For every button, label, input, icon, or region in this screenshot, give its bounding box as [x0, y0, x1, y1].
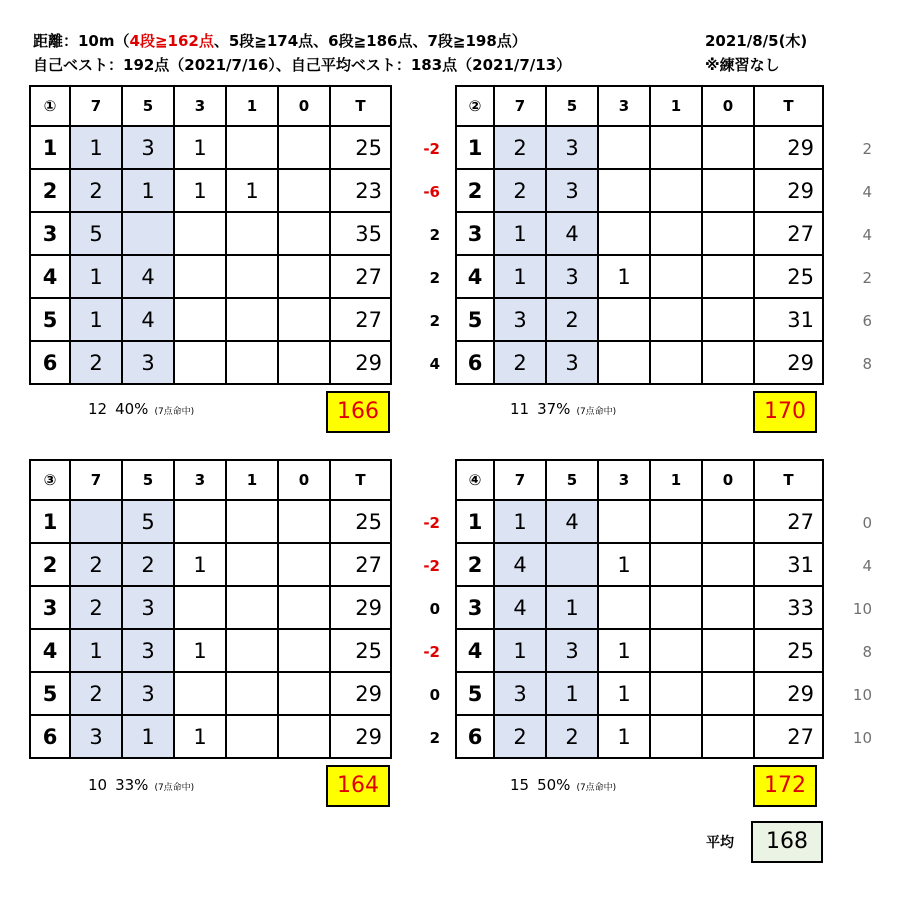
- round-label: ④: [456, 460, 494, 500]
- round-diff: 2: [429, 269, 440, 287]
- end-total: 29: [754, 126, 823, 169]
- cumulative-diff: 2: [862, 269, 872, 287]
- count-1: [650, 212, 702, 255]
- end-total: 29: [754, 341, 823, 384]
- round-label: ③: [30, 460, 70, 500]
- distance-info: [33, 30, 527, 51]
- end-number: 1: [456, 126, 494, 169]
- count-0: [702, 212, 754, 255]
- count-1: [226, 341, 278, 384]
- header-row: [30, 86, 391, 126]
- round-2-total: 170: [753, 391, 817, 433]
- count-5: 3: [122, 672, 174, 715]
- end-number: 2: [456, 169, 494, 212]
- session-date: 2021/8/5(木): [705, 32, 808, 50]
- count-7: 1: [494, 212, 546, 255]
- count-1: [650, 672, 702, 715]
- table-row: [30, 500, 391, 543]
- table-row: [456, 672, 823, 715]
- end-number: 2: [30, 543, 70, 586]
- col-header-7: 7: [494, 460, 546, 500]
- count-7: 1: [494, 629, 546, 672]
- end-number: 5: [456, 298, 494, 341]
- count-1: [226, 543, 278, 586]
- col-header-5: 5: [546, 460, 598, 500]
- end-total: 25: [330, 126, 391, 169]
- count-5: [122, 212, 174, 255]
- count-1: 1: [226, 169, 278, 212]
- count-0: [702, 298, 754, 341]
- col-header-3: 3: [174, 460, 226, 500]
- count-0: [702, 715, 754, 758]
- count-3: 1: [598, 543, 650, 586]
- count-3: [174, 212, 226, 255]
- round-label: ②: [456, 86, 494, 126]
- count-1: [226, 500, 278, 543]
- count-7: 3: [70, 715, 122, 758]
- col-header-3: 3: [598, 86, 650, 126]
- round-diff: 2: [429, 729, 440, 747]
- count-5: 1: [122, 169, 174, 212]
- count-3: 1: [174, 169, 226, 212]
- count-5: 3: [122, 586, 174, 629]
- count-3: [174, 298, 226, 341]
- col-header-7: 7: [494, 86, 546, 126]
- count-7: 2: [70, 672, 122, 715]
- table-row: [30, 126, 391, 169]
- header-row: [456, 460, 823, 500]
- count-5: 1: [546, 672, 598, 715]
- count-3: [598, 586, 650, 629]
- count-0: [702, 169, 754, 212]
- count-3: [174, 341, 226, 384]
- cumulative-diff: 4: [862, 226, 872, 244]
- end-total: 29: [330, 341, 391, 384]
- seven-hit-count: 15: [510, 776, 530, 794]
- end-number: 3: [30, 212, 70, 255]
- col-header-7: 7: [70, 460, 122, 500]
- table-row: [456, 543, 823, 586]
- count-0: [702, 586, 754, 629]
- count-0: [278, 212, 330, 255]
- count-1: [226, 126, 278, 169]
- end-number: 4: [30, 255, 70, 298]
- count-5: 3: [546, 169, 598, 212]
- round-diff: 0: [429, 686, 440, 704]
- count-3: 1: [598, 672, 650, 715]
- count-7: 4: [494, 586, 546, 629]
- scorecard-round-3: [29, 459, 392, 759]
- count-3: 1: [598, 629, 650, 672]
- end-number: 4: [30, 629, 70, 672]
- count-3: [598, 126, 650, 169]
- count-5: 3: [122, 629, 174, 672]
- count-7: [70, 500, 122, 543]
- col-header-total: T: [754, 460, 823, 500]
- seven-hit-count: 10: [88, 776, 108, 794]
- count-5: [546, 543, 598, 586]
- table-row: [30, 255, 391, 298]
- count-5: 1: [122, 715, 174, 758]
- end-number: 2: [456, 543, 494, 586]
- count-1: [226, 298, 278, 341]
- round-4-total: 172: [753, 765, 817, 807]
- count-3: [174, 672, 226, 715]
- count-5: 3: [546, 255, 598, 298]
- count-1: [650, 126, 702, 169]
- count-7: 1: [494, 255, 546, 298]
- count-7: 2: [494, 169, 546, 212]
- count-5: 4: [546, 212, 598, 255]
- col-header-0: 0: [702, 460, 754, 500]
- count-0: [702, 543, 754, 586]
- end-total: 33: [754, 586, 823, 629]
- count-3: 1: [174, 715, 226, 758]
- round-2-summary: [510, 399, 616, 418]
- count-7: 1: [70, 298, 122, 341]
- count-5: 2: [546, 298, 598, 341]
- count-0: [702, 126, 754, 169]
- round-diff: 2: [429, 226, 440, 244]
- count-5: 4: [122, 255, 174, 298]
- table-row: [30, 629, 391, 672]
- count-3: 1: [598, 715, 650, 758]
- table-row: [30, 672, 391, 715]
- count-0: [702, 500, 754, 543]
- round-diff: -2: [423, 643, 440, 661]
- header-row: [30, 460, 391, 500]
- cumulative-diff: 4: [862, 183, 872, 201]
- end-number: 6: [30, 715, 70, 758]
- end-total: 27: [330, 298, 391, 341]
- count-7: 2: [494, 715, 546, 758]
- count-0: [278, 341, 330, 384]
- count-3: 1: [598, 255, 650, 298]
- count-0: [278, 672, 330, 715]
- end-number: 1: [30, 126, 70, 169]
- count-1: [650, 543, 702, 586]
- count-0: [278, 169, 330, 212]
- count-0: [702, 341, 754, 384]
- round-1-summary: [88, 399, 194, 418]
- col-header-total: T: [330, 86, 391, 126]
- col-header-1: 1: [226, 460, 278, 500]
- end-number: 4: [456, 255, 494, 298]
- header-row: [456, 86, 823, 126]
- end-number: 5: [456, 672, 494, 715]
- end-number: 3: [30, 586, 70, 629]
- end-number: 1: [30, 500, 70, 543]
- count-5: 3: [546, 126, 598, 169]
- col-header-0: 0: [278, 86, 330, 126]
- count-7: 2: [494, 126, 546, 169]
- round-diff: -2: [423, 140, 440, 158]
- count-1: [226, 672, 278, 715]
- count-5: 3: [546, 629, 598, 672]
- count-1: [226, 212, 278, 255]
- count-7: 2: [70, 341, 122, 384]
- cumulative-diff: 4: [862, 557, 872, 575]
- count-3: 1: [174, 126, 226, 169]
- col-header-5: 5: [122, 86, 174, 126]
- end-total: 29: [330, 586, 391, 629]
- col-header-3: 3: [598, 460, 650, 500]
- count-3: [598, 169, 650, 212]
- end-total: 29: [330, 672, 391, 715]
- count-5: 3: [546, 341, 598, 384]
- end-number: 3: [456, 212, 494, 255]
- count-0: [278, 255, 330, 298]
- count-5: 4: [546, 500, 598, 543]
- count-5: 3: [122, 341, 174, 384]
- count-5: 3: [122, 126, 174, 169]
- cumulative-diff: 6: [862, 312, 872, 330]
- scorecard-round-1: [29, 85, 392, 385]
- count-1: [226, 586, 278, 629]
- seven-hit-rate: 50%: [537, 776, 571, 794]
- scorecard-round-4: [455, 459, 824, 759]
- end-number: 6: [30, 341, 70, 384]
- count-0: [702, 672, 754, 715]
- count-7: 2: [70, 586, 122, 629]
- col-header-5: 5: [546, 86, 598, 126]
- count-1: [650, 169, 702, 212]
- end-total: 25: [754, 255, 823, 298]
- count-1: [650, 255, 702, 298]
- seven-hit-note: (7点命中): [154, 407, 195, 417]
- end-total: 25: [330, 500, 391, 543]
- count-5: 5: [122, 500, 174, 543]
- count-1: [650, 500, 702, 543]
- cumulative-diff: 10: [852, 729, 872, 747]
- table-row: [456, 629, 823, 672]
- count-0: [278, 298, 330, 341]
- table-row: [456, 212, 823, 255]
- end-total: 27: [330, 543, 391, 586]
- cumulative-diff: 2: [862, 140, 872, 158]
- cumulative-diff: 8: [862, 355, 872, 373]
- count-5: 4: [122, 298, 174, 341]
- table-row: [456, 126, 823, 169]
- table-row: [456, 341, 823, 384]
- col-header-5: 5: [122, 460, 174, 500]
- cumulative-diff: 10: [852, 686, 872, 704]
- practice-note: ※練習なし: [705, 56, 780, 74]
- rank-other-thresholds: 、5段≧174点、6段≧186点、7段≧198点）: [213, 32, 527, 50]
- round-3-summary: [88, 775, 194, 794]
- count-3: [174, 255, 226, 298]
- end-total: 27: [330, 255, 391, 298]
- end-number: 4: [456, 629, 494, 672]
- count-1: [226, 629, 278, 672]
- count-3: [174, 500, 226, 543]
- count-3: [598, 500, 650, 543]
- distance-prefix: 距離：10m（: [33, 32, 130, 50]
- count-0: [278, 586, 330, 629]
- count-0: [278, 715, 330, 758]
- col-header-total: T: [754, 86, 823, 126]
- end-total: 23: [330, 169, 391, 212]
- count-3: [174, 586, 226, 629]
- count-5: 2: [122, 543, 174, 586]
- col-header-7: 7: [70, 86, 122, 126]
- table-row: [456, 169, 823, 212]
- table-row: [456, 255, 823, 298]
- seven-hit-rate: 40%: [115, 400, 149, 418]
- seven-hit-rate: 33%: [115, 776, 149, 794]
- col-header-1: 1: [650, 86, 702, 126]
- cumulative-diff: 8: [862, 643, 872, 661]
- count-0: [702, 255, 754, 298]
- table-row: [30, 341, 391, 384]
- count-1: [650, 629, 702, 672]
- count-1: [650, 586, 702, 629]
- round-4-summary: [510, 775, 616, 794]
- end-total: 27: [754, 500, 823, 543]
- count-7: 1: [70, 126, 122, 169]
- count-7: 2: [70, 169, 122, 212]
- end-number: 2: [30, 169, 70, 212]
- round-1-total: 166: [326, 391, 390, 433]
- col-header-total: T: [330, 460, 391, 500]
- count-7: 3: [494, 298, 546, 341]
- table-row: [456, 500, 823, 543]
- col-header-1: 1: [650, 460, 702, 500]
- count-7: 5: [70, 212, 122, 255]
- table-row: [30, 298, 391, 341]
- table-row: [30, 169, 391, 212]
- end-total: 29: [754, 169, 823, 212]
- end-number: 3: [456, 586, 494, 629]
- end-total: 25: [754, 629, 823, 672]
- count-1: [226, 255, 278, 298]
- end-total: 27: [754, 212, 823, 255]
- count-0: [278, 543, 330, 586]
- count-3: 1: [174, 629, 226, 672]
- end-total: 25: [330, 629, 391, 672]
- table-row: [30, 212, 391, 255]
- table-row: [456, 298, 823, 341]
- round-diff: 2: [429, 312, 440, 330]
- average-score: 168: [751, 821, 823, 863]
- end-total: 31: [754, 543, 823, 586]
- count-3: [598, 298, 650, 341]
- personal-best-info: 自己ベスト：192点（2021/7/16）、自己平均ベスト：183点（2021/7/13）: [33, 56, 572, 74]
- count-7: 3: [494, 672, 546, 715]
- round-diff: -2: [423, 514, 440, 532]
- count-1: [650, 341, 702, 384]
- table-row: [456, 586, 823, 629]
- col-header-1: 1: [226, 86, 278, 126]
- seven-hit-note: (7点命中): [576, 407, 617, 417]
- col-header-0: 0: [702, 86, 754, 126]
- end-number: 6: [456, 341, 494, 384]
- count-0: [278, 500, 330, 543]
- seven-hit-note: (7点命中): [576, 783, 617, 793]
- cumulative-diff: 10: [852, 600, 872, 618]
- end-number: 6: [456, 715, 494, 758]
- end-total: 29: [330, 715, 391, 758]
- end-number: 5: [30, 672, 70, 715]
- count-1: [650, 715, 702, 758]
- round-diff: -2: [423, 557, 440, 575]
- count-7: 4: [494, 543, 546, 586]
- end-total: 29: [754, 672, 823, 715]
- seven-hit-rate: 37%: [537, 400, 571, 418]
- end-total: 31: [754, 298, 823, 341]
- scorecard-round-2: [455, 85, 824, 385]
- table-row: [456, 715, 823, 758]
- count-1: [650, 298, 702, 341]
- round-3-total: 164: [326, 765, 390, 807]
- seven-hit-note: (7点命中): [154, 783, 195, 793]
- table-row: [30, 543, 391, 586]
- count-7: 1: [70, 255, 122, 298]
- count-5: 2: [546, 715, 598, 758]
- end-number: 1: [456, 500, 494, 543]
- end-total: 27: [754, 715, 823, 758]
- count-7: 1: [70, 629, 122, 672]
- count-7: 1: [494, 500, 546, 543]
- count-0: [278, 629, 330, 672]
- seven-hit-count: 11: [510, 400, 530, 418]
- count-3: [598, 341, 650, 384]
- col-header-0: 0: [278, 460, 330, 500]
- round-diff: 0: [429, 600, 440, 618]
- end-total: 35: [330, 212, 391, 255]
- end-number: 5: [30, 298, 70, 341]
- cumulative-diff: 0: [862, 514, 872, 532]
- count-0: [702, 629, 754, 672]
- count-7: 2: [70, 543, 122, 586]
- round-diff: 4: [429, 355, 440, 373]
- count-3: [598, 212, 650, 255]
- count-5: 1: [546, 586, 598, 629]
- average-label: 平均: [706, 835, 734, 851]
- rank-4-threshold: 4段≧162点: [129, 32, 214, 50]
- round-label: ①: [30, 86, 70, 126]
- count-3: 1: [174, 543, 226, 586]
- table-row: [30, 715, 391, 758]
- seven-hit-count: 12: [88, 400, 108, 418]
- count-1: [226, 715, 278, 758]
- col-header-3: 3: [174, 86, 226, 126]
- count-7: 2: [494, 341, 546, 384]
- count-0: [278, 126, 330, 169]
- table-row: [30, 586, 391, 629]
- round-diff: -6: [423, 183, 440, 201]
